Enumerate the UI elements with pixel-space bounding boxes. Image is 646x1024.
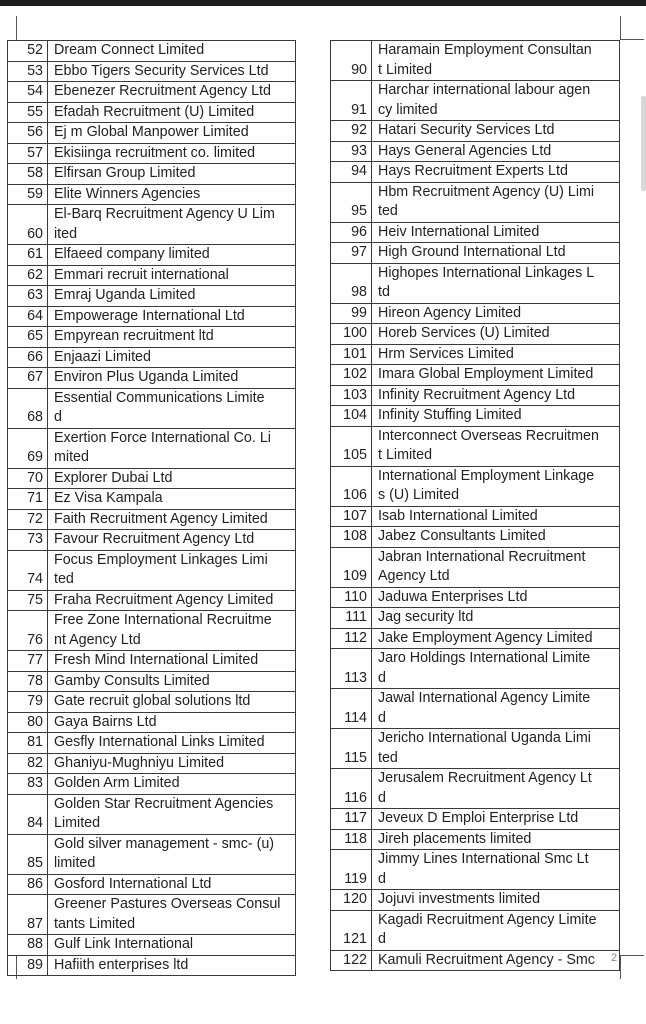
row-number: 93 [331,141,372,162]
agency-name: Efadah Recruitment (U) Limited [48,102,296,123]
agency-name: Ekisiinga recruitment co. limited [48,143,296,164]
row-number: 72 [8,509,48,530]
agency-name: Jag security ltd [372,608,620,629]
table-row [8,205,296,245]
table-row [331,41,620,81]
row-number: 85 [8,834,48,874]
table-row [331,769,620,809]
table-row [331,890,620,911]
table-row [8,82,296,103]
agency-name: Enjaazi Limited [48,347,296,368]
row-number: 70 [8,468,48,489]
agency-name: Infinity Stuffing Limited [372,406,620,427]
agency-name: Fraha Recruitment Agency Limited [48,590,296,611]
agency-name: Explorer Dubai Ltd [48,468,296,489]
agency-name: Gamby Consults Limited [48,671,296,692]
table-row [8,935,296,956]
row-number: 87 [8,895,48,935]
agency-name: Isab International Limited [372,506,620,527]
table-row [8,692,296,713]
agency-name: Gold silver management - smc- (u) limited [48,834,296,874]
table-row [8,265,296,286]
row-number: 76 [8,611,48,651]
row-number: 91 [331,81,372,121]
table-row [331,162,620,183]
row-number: 89 [8,955,48,976]
agency-name: Haramain Employment Consultan t Limited [372,41,620,81]
row-number: 86 [8,874,48,895]
top-status-bar [0,0,646,6]
agency-name: Exertion Force International Co. Li mited [48,428,296,468]
row-number: 56 [8,123,48,144]
agency-name: Hrm Services Limited [372,344,620,365]
table-row [331,426,620,466]
crop-mark-top-right-horizontal [620,39,644,40]
row-number: 65 [8,327,48,348]
row-number: 117 [331,809,372,830]
table-row [8,651,296,672]
agency-name: Jojuvi investments limited [372,890,620,911]
agency-name: Faith Recruitment Agency Limited [48,509,296,530]
row-number: 108 [331,527,372,548]
row-number: 111 [331,608,372,629]
row-number: 94 [331,162,372,183]
table-row [8,184,296,205]
row-number: 106 [331,466,372,506]
table-row [8,41,296,62]
table-row [331,628,620,649]
agency-name: Gulf Link International [48,935,296,956]
row-number: 71 [8,489,48,510]
agency-name: Hafiith enterprises ltd [48,955,296,976]
agency-name: Jimmy Lines International Smc Lt d [372,850,620,890]
agency-name: Jeveux D Emploi Enterprise Ltd [372,809,620,830]
table-row [331,506,620,527]
table-row [331,547,620,587]
table-row [331,729,620,769]
table-row [331,527,620,548]
agency-name: Essential Communications Limite d [48,388,296,428]
agency-name: Ez Visa Kampala [48,489,296,510]
agency-name: Highopes International Linkages L td [372,263,620,303]
agency-name: Empyrean recruitment ltd [48,327,296,348]
row-number: 55 [8,102,48,123]
table-row [8,874,296,895]
agency-name: Imara Global Employment Limited [372,365,620,386]
table-row [8,245,296,266]
table-row [8,794,296,834]
table-row [8,347,296,368]
table-row [8,530,296,551]
table-row [331,608,620,629]
table-row [331,263,620,303]
table-row [8,368,296,389]
agency-name: Elfirsan Group Limited [48,164,296,185]
table-row [331,406,620,427]
row-number: 58 [8,164,48,185]
table-row [8,327,296,348]
table-row [331,587,620,608]
agency-table-left [7,40,296,976]
table-row [331,81,620,121]
row-number: 68 [8,388,48,428]
table-row [8,388,296,428]
agency-name: Hays General Agencies Ltd [372,141,620,162]
table-row [8,428,296,468]
row-number: 60 [8,205,48,245]
row-number: 78 [8,671,48,692]
table-row [8,712,296,733]
agency-name: Jerusalem Recruitment Agency Lt d [372,769,620,809]
row-number: 75 [8,590,48,611]
agency-name: Emmari recruit international [48,265,296,286]
agency-name: International Employment Linkage s (U) Limited [372,466,620,506]
row-number: 88 [8,935,48,956]
table-row [8,671,296,692]
row-number: 92 [331,121,372,142]
row-number: 115 [331,729,372,769]
row-number: 64 [8,306,48,327]
agency-name: Empowerage International Ltd [48,306,296,327]
row-number: 81 [8,733,48,754]
scrollbar-thumb[interactable] [641,96,646,191]
agency-name: Hireon Agency Limited [372,303,620,324]
agency-name: Jericho International Uganda Limi ted [372,729,620,769]
table-row [8,753,296,774]
table-row [8,590,296,611]
table-row [8,834,296,874]
agency-name: Kamuli Recruitment Agency - Smc [372,950,620,971]
agency-name: Fresh Mind International Limited [48,651,296,672]
table-row [8,955,296,976]
row-number: 98 [331,263,372,303]
agency-name: Jabez Consultants Limited [372,527,620,548]
table-row [331,324,620,345]
agency-name: Elfaeed company limited [48,245,296,266]
agency-name: Focus Employment Linkages Limi ted [48,550,296,590]
table-row [331,365,620,386]
row-number: 103 [331,385,372,406]
row-number: 79 [8,692,48,713]
row-number: 61 [8,245,48,266]
agency-name: Gosford International Ltd [48,874,296,895]
agency-name: Infinity Recruitment Agency Ltd [372,385,620,406]
row-number: 66 [8,347,48,368]
row-number: 52 [8,41,48,62]
agency-name: Emraj Uganda Limited [48,286,296,307]
table-row [8,306,296,327]
row-number: 114 [331,689,372,729]
row-number: 104 [331,406,372,427]
table-row [8,550,296,590]
row-number: 110 [331,587,372,608]
agency-name: Hatari Security Services Ltd [372,121,620,142]
agency-name: Harchar international labour agen cy limited [372,81,620,121]
table-row [331,303,620,324]
table-row [331,243,620,264]
agency-name: Jawal International Agency Limite d [372,689,620,729]
row-number: 96 [331,222,372,243]
agency-name: Kagadi Recruitment Agency Limite d [372,910,620,950]
agency-name: Environ Plus Uganda Limited [48,368,296,389]
agency-name: Golden Star Recruitment Agencies Limited [48,794,296,834]
agency-name: Jake Employment Agency Limited [372,628,620,649]
table-row [8,61,296,82]
row-number: 83 [8,774,48,795]
row-number: 122 [331,950,372,971]
table-row [331,121,620,142]
agency-name: Ebenezer Recruitment Agency Ltd [48,82,296,103]
table-row [8,733,296,754]
table-row [331,950,620,971]
row-number: 105 [331,426,372,466]
row-number: 97 [331,243,372,264]
table-row [8,102,296,123]
row-number: 119 [331,850,372,890]
agency-name: Golden Arm Limited [48,774,296,795]
table-row [331,466,620,506]
agency-name: Heiv International Limited [372,222,620,243]
row-number: 77 [8,651,48,672]
crop-mark-bottom-right-horizontal [620,955,644,956]
row-number: 101 [331,344,372,365]
table-row [8,611,296,651]
agency-name: Hays Recruitment Experts Ltd [372,162,620,183]
table-row [8,509,296,530]
table-row [8,164,296,185]
row-number: 63 [8,286,48,307]
agency-name: Gate recruit global solutions ltd [48,692,296,713]
agency-name: Horeb Services (U) Limited [372,324,620,345]
row-number: 84 [8,794,48,834]
row-number: 112 [331,628,372,649]
agency-name: Gesfly International Links Limited [48,733,296,754]
row-number: 90 [331,41,372,81]
row-number: 107 [331,506,372,527]
row-number: 69 [8,428,48,468]
row-number: 102 [331,365,372,386]
agency-name: Greener Pastures Overseas Consul tants Limited [48,895,296,935]
table-row [331,809,620,830]
page-number: 2 [611,952,618,964]
table-row [8,895,296,935]
row-number: 82 [8,753,48,774]
row-number: 109 [331,547,372,587]
table-row [8,774,296,795]
agency-name: Favour Recruitment Agency Ltd [48,530,296,551]
table-row [8,123,296,144]
table-row [331,850,620,890]
row-number: 116 [331,769,372,809]
agency-name: Jaro Holdings International Limite d [372,649,620,689]
row-number: 80 [8,712,48,733]
row-number: 57 [8,143,48,164]
row-number: 59 [8,184,48,205]
table-row [331,689,620,729]
crop-mark-top-right-vertical [620,16,621,40]
table-row [8,489,296,510]
agency-name: Free Zone International Recruitme nt Agency Ltd [48,611,296,651]
agency-name: Jabran International Recruitment Agency Ltd [372,547,620,587]
row-number: 74 [8,550,48,590]
table-row [8,468,296,489]
row-number: 120 [331,890,372,911]
table-row [331,182,620,222]
table-row [8,286,296,307]
table-row [331,344,620,365]
row-number: 67 [8,368,48,389]
row-number: 100 [331,324,372,345]
agency-name: Ebbo Tigers Security Services Ltd [48,61,296,82]
table-row [331,649,620,689]
agency-name: Hbm Recruitment Agency (U) Limi ted [372,182,620,222]
agency-name: Jaduwa Enterprises Ltd [372,587,620,608]
row-number: 95 [331,182,372,222]
row-number: 62 [8,265,48,286]
agency-name: Ghaniyu-Mughniyu Limited [48,753,296,774]
table-row [8,143,296,164]
agency-name: El-Barq Recruitment Agency U Lim ited [48,205,296,245]
agency-name: Dream Connect Limited [48,41,296,62]
table-row [331,141,620,162]
row-number: 54 [8,82,48,103]
agency-name: Elite Winners Agencies [48,184,296,205]
row-number: 53 [8,61,48,82]
table-row [331,385,620,406]
table-row [331,222,620,243]
table-row [331,910,620,950]
agency-name: Jireh placements limited [372,829,620,850]
agency-name: Gaya Bairns Ltd [48,712,296,733]
crop-mark-top-left [16,16,17,40]
table-row [331,829,620,850]
row-number: 113 [331,649,372,689]
agency-table-right [330,40,620,971]
row-number: 73 [8,530,48,551]
agency-name: High Ground International Ltd [372,243,620,264]
row-number: 118 [331,829,372,850]
agency-name: Ej m Global Manpower Limited [48,123,296,144]
crop-mark-bottom-right-vertical [620,955,621,979]
row-number: 99 [331,303,372,324]
row-number: 121 [331,910,372,950]
agency-name: Interconnect Overseas Recruitmen t Limited [372,426,620,466]
